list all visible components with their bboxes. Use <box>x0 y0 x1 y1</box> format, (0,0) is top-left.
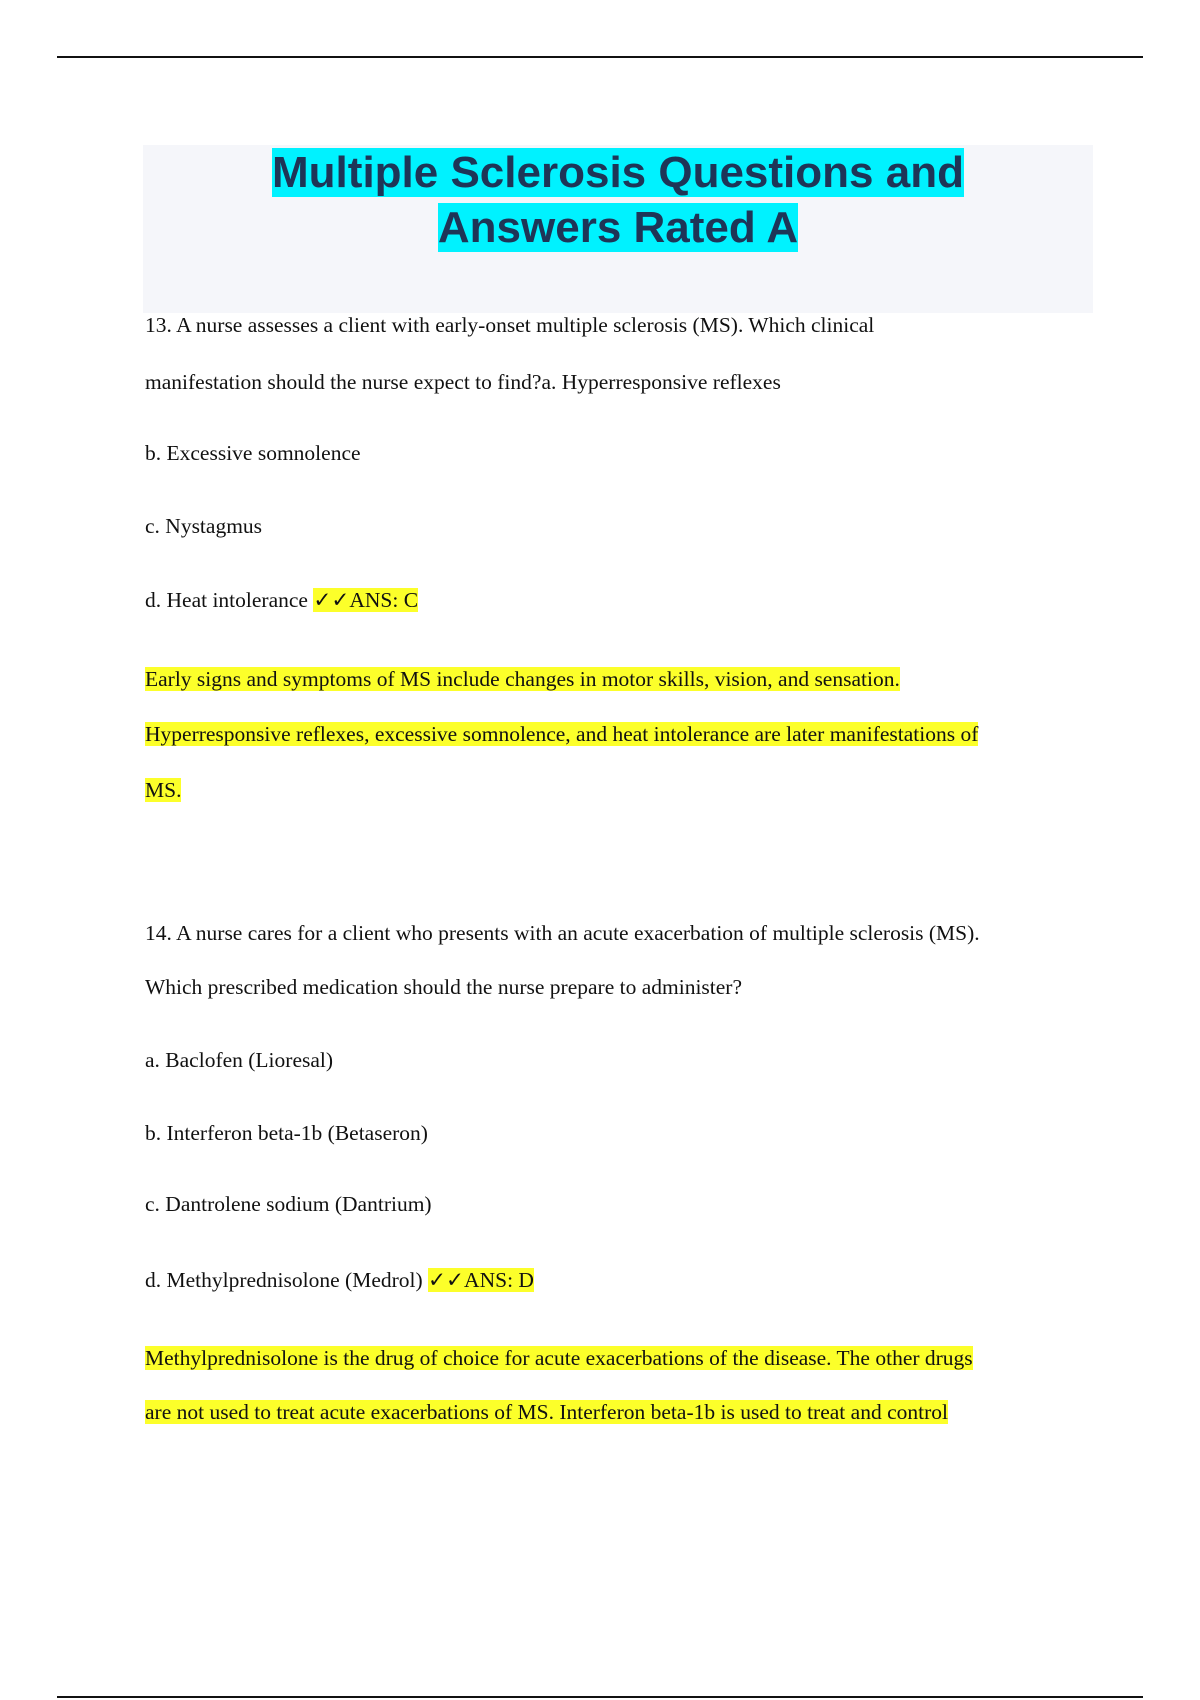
q13-rationale-text-1: Early signs and symptoms of MS include changes in motor skills, vision, and sensation. <box>145 667 900 691</box>
top-rule <box>57 56 1143 58</box>
q14-option-c: c. Dantrolene sodium (Dantrium) <box>145 1192 432 1216</box>
q13-stem-line-1: 13. A nurse assesses a client with early-onset multiple sclerosis (MS). Which clinical <box>145 313 875 337</box>
q14-option-d <box>145 1265 534 1295</box>
q13-option-b: b. Excessive somnolence <box>145 441 361 465</box>
q13-rationale-text-2: Hyperresponsive reflexes, excessive somnolence, and heat intolerance are later manifestations of <box>145 722 979 746</box>
q13-rationale-text-3: MS. <box>145 778 182 802</box>
document-title <box>272 145 964 255</box>
bottom-rule <box>57 1696 1143 1698</box>
q13-stem-line-2: manifestation should the nurse expect to find?a. Hyperresponsive reflexes <box>145 370 781 394</box>
q13-option-c: c. Nystagmus <box>145 514 263 538</box>
q14-stem-line-1: 14. A nurse cares for a client who presents with an acute exacerbation of multiple sclerosis (MS). <box>145 921 980 945</box>
q14-stem-line-2: Which prescribed medication should the nurse prepare to administer? <box>145 975 743 999</box>
q14-rationale-line-1 <box>145 1343 973 1373</box>
q13-rationale-line-2 <box>145 719 978 749</box>
q13-rationale-line-1 <box>145 664 900 694</box>
q14-answer: ✓✓ANS: D <box>428 1268 534 1292</box>
q13-answer: ✓✓ANS: C <box>313 588 419 612</box>
q14-rationale-text-2: are not used to treat acute exacerbations of MS. Interferon beta-1b is used to treat and control <box>145 1400 948 1424</box>
title-line-1: Multiple Sclerosis Questions and <box>272 148 964 197</box>
q14-option-d-text: d. Methylprednisolone (Medrol) <box>145 1268 429 1292</box>
title-line-2: Answers Rated A <box>437 203 799 252</box>
q13-rationale-line-3 <box>145 775 181 805</box>
q13-option-d-text: d. Heat intolerance <box>145 588 314 612</box>
title-banner <box>143 145 1093 313</box>
q14-option-b: b. Interferon beta-1b (Betaseron) <box>145 1121 428 1145</box>
q14-rationale-line-2 <box>145 1397 948 1427</box>
q14-option-a: a. Baclofen (Lioresal) <box>145 1048 334 1072</box>
q13-option-d <box>145 585 418 615</box>
q14-rationale-text-1: Methylprednisolone is the drug of choice for acute exacerbations of the disease. The other drugs <box>145 1346 973 1370</box>
